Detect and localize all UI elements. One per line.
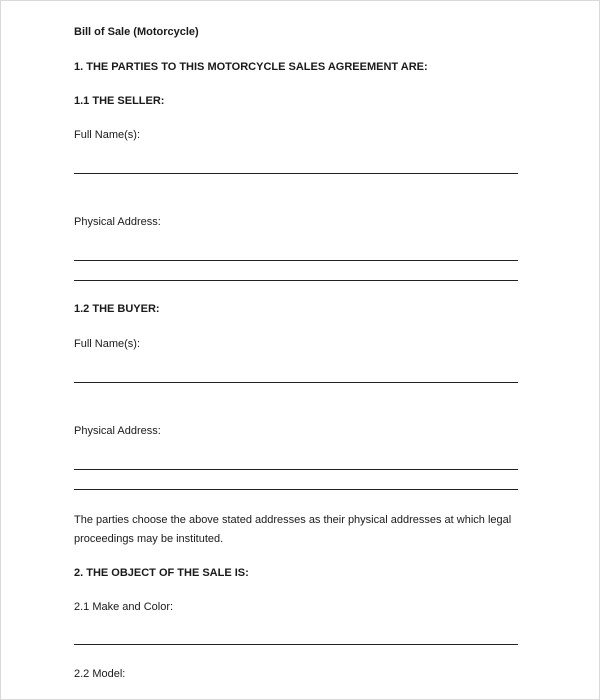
addresses-paragraph: The parties choose the above stated addresses as their physical addresses at which legal proceedings may be instituted. [74,514,512,545]
make-color-label: 2.1 Make and Color: [74,601,174,613]
buyer-full-name-label: Full Name(s): [74,338,141,350]
seller-heading: 1.1 THE SELLER: [74,95,165,107]
seller-address-line-2[interactable] [74,280,518,281]
make-color-line[interactable] [74,644,518,645]
buyer-heading: 1.2 THE BUYER: [74,303,160,315]
seller-address-label: Physical Address: [74,216,161,228]
buyer-address-line-1[interactable] [74,469,518,470]
seller-address-line-1[interactable] [74,260,518,261]
seller-full-name-line[interactable] [74,173,518,174]
section-1-heading: 1. THE PARTIES TO THIS MOTORCYCLE SALES AGREEMENT ARE: [74,61,428,73]
model-label: 2.2 Model: [74,668,126,680]
buyer-address-label: Physical Address: [74,425,161,437]
buyer-address-line-2[interactable] [74,489,518,490]
buyer-full-name-line[interactable] [74,382,518,383]
section-2-heading: 2. THE OBJECT OF THE SALE IS: [74,567,249,579]
document-title: Bill of Sale (Motorcycle) [74,26,199,38]
seller-full-name-label: Full Name(s): [74,129,141,141]
